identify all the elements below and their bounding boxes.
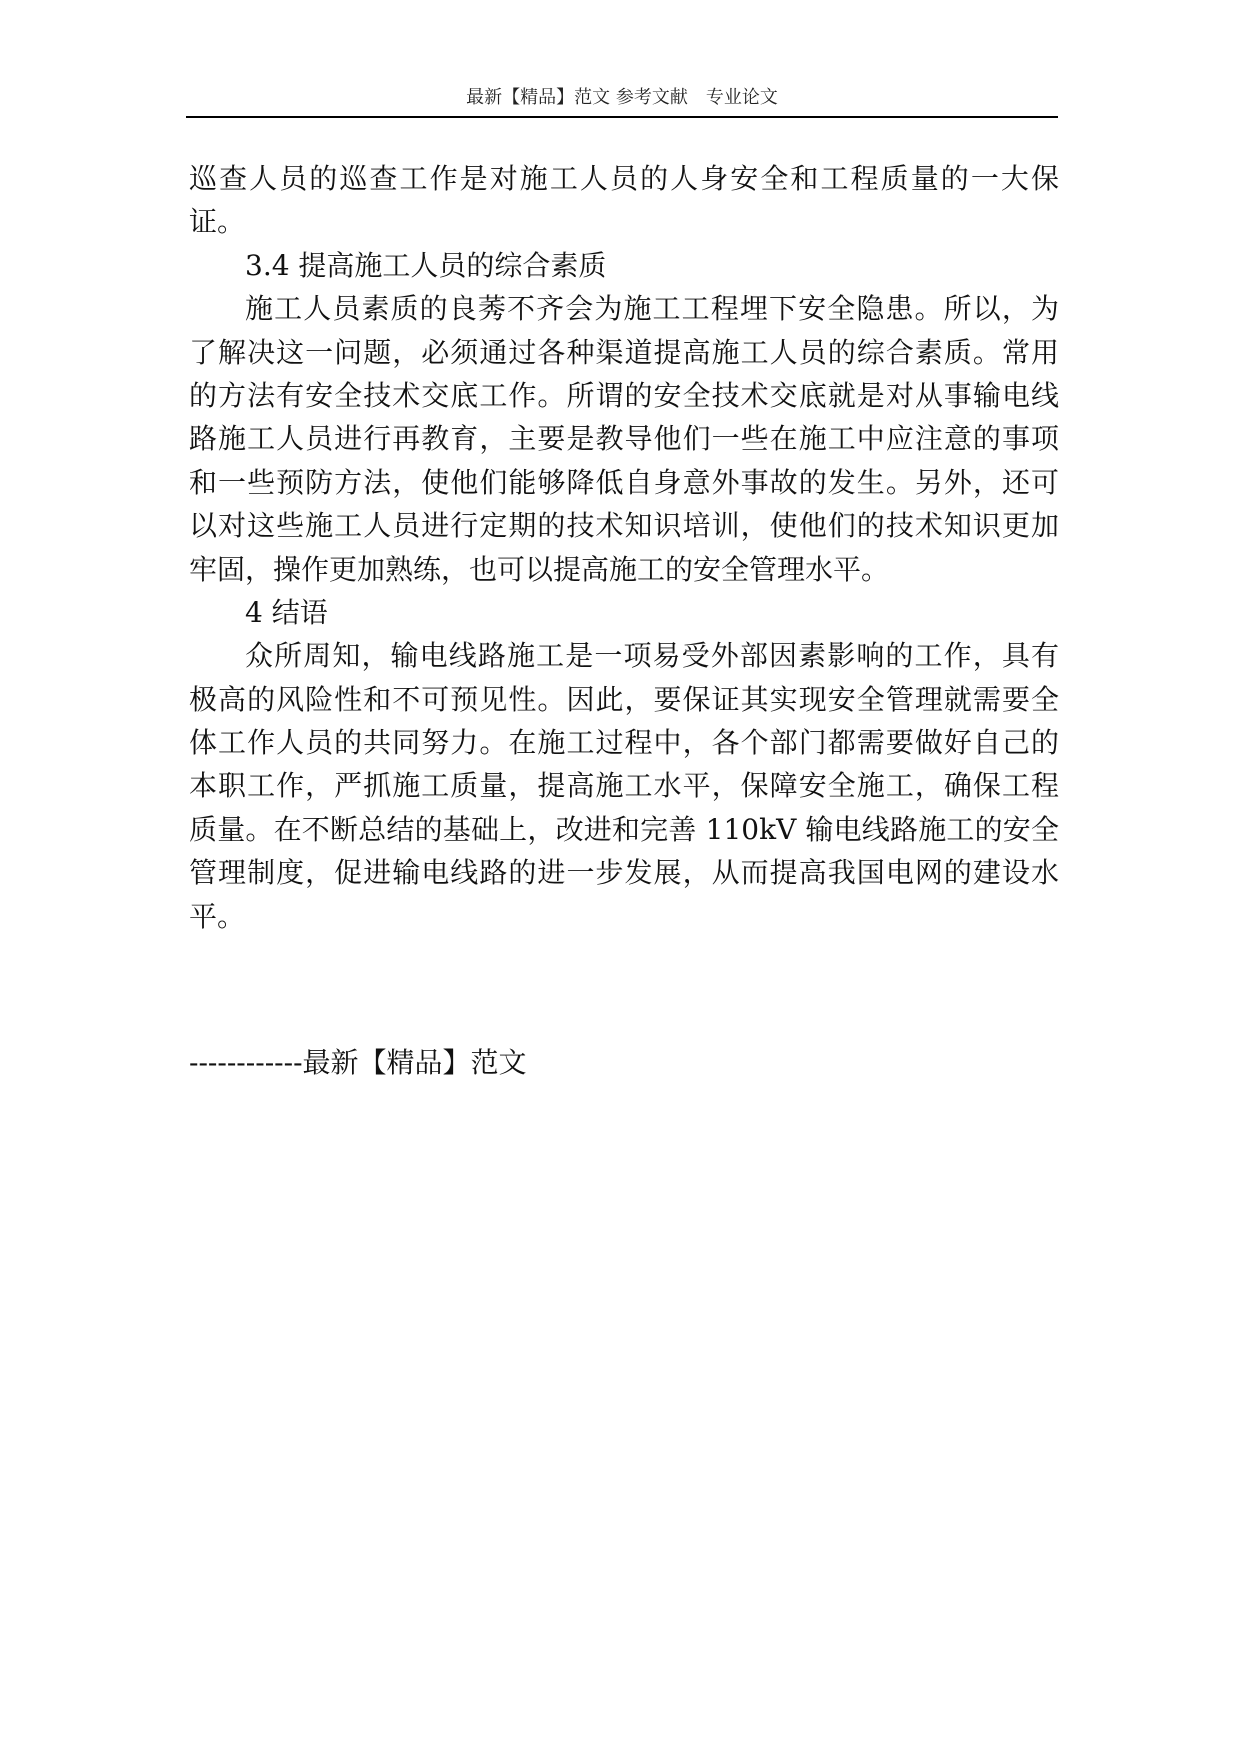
paragraph-line: 体工作人员的共同努力。在施工过程中，各个部门都需要做好自己的 — [189, 726, 1059, 760]
paragraph-line: 本职工作，严抓施工质量，提高施工水平，保障安全施工，确保工程 — [189, 769, 1059, 803]
paragraph-line: 平。 — [189, 899, 246, 933]
paragraph-line: 巡查人员的巡查工作是对施工人员的人身安全和工程质量的一大保 — [189, 162, 1059, 195]
section-heading: 3.4 提高施工人员的综合素质 — [245, 248, 607, 282]
section-heading: 4 结语 — [245, 595, 328, 629]
paragraph-line: 施工人员素质的良莠不齐会为施工工程埋下安全隐患。所以，为 — [245, 292, 1059, 326]
document-body — [189, 157, 1059, 938]
paragraph-line: 以对这些施工人员进行定期的技术知识培训，使他们的技术知识更加 — [189, 509, 1059, 543]
paragraph-line: 证。 — [189, 205, 246, 239]
header-divider — [186, 116, 1058, 118]
paragraph-line: 了解决这一问题，必须通过各种渠道提高施工人员的综合素质。常用 — [189, 335, 1059, 369]
paragraph-line: 众所周知，输电线路施工是一项易受外部因素影响的工作，具有 — [245, 639, 1059, 673]
paragraph-line: 和一些预防方法，使他们能够降低自身意外事故的发生。另外，还可 — [189, 465, 1059, 499]
footer-text: ------------最新【精品】范文 — [189, 1046, 527, 1079]
paragraph-line: 管理制度，促进输电线路的进一步发展，从而提高我国电网的建设水 — [189, 856, 1059, 890]
paragraph-line: 牢固，操作更加熟练，也可以提高施工的安全管理水平。 — [189, 552, 890, 586]
paragraph-line: 质量。在不断总结的基础上，改进和完善 110kV 输电线路施工的安全 — [189, 812, 1059, 846]
paragraph-line: 的方法有安全技术交底工作。所谓的安全技术交底就是对从事输电线 — [189, 378, 1059, 412]
paragraph-line: 极高的风险性和不可预见性。因此，要保证其实现安全管理就需要全 — [189, 682, 1059, 716]
page-header: 最新【精品】范文 参考文献 专业论文 — [466, 87, 778, 108]
paragraph-line: 路施工人员进行再教育，主要是教导他们一些在施工中应注意的事项 — [189, 422, 1059, 456]
